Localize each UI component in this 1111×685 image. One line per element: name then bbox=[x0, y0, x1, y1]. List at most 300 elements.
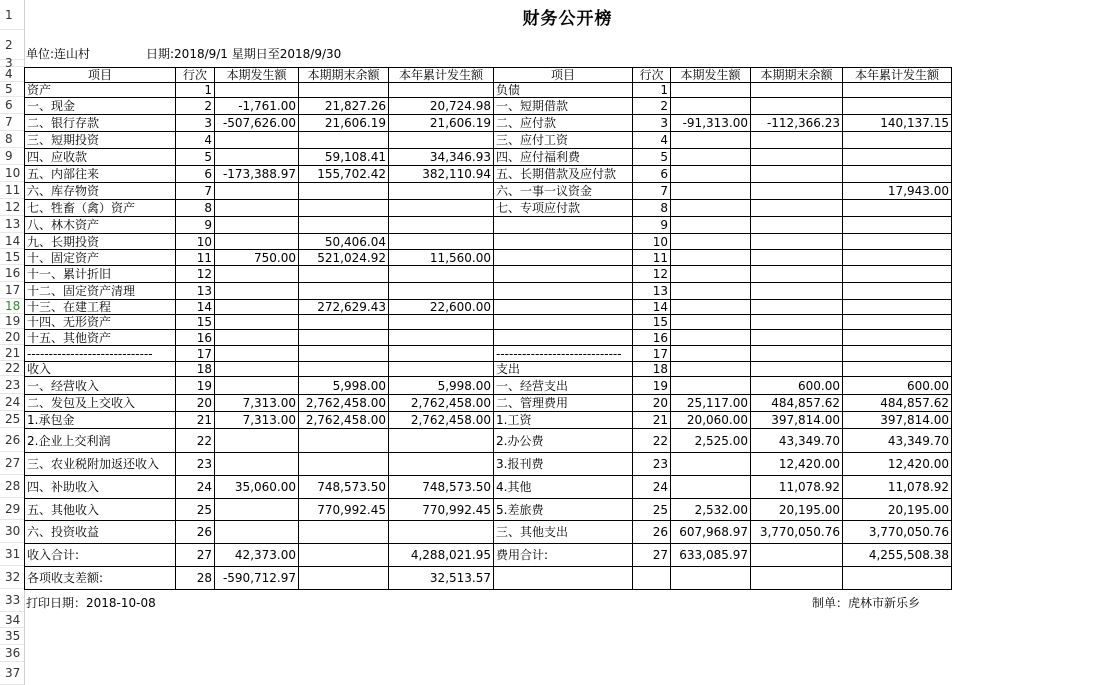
table-cell[interactable] bbox=[843, 315, 952, 330]
table-cell[interactable]: 5 bbox=[176, 149, 215, 166]
row-number[interactable]: 9 bbox=[0, 148, 24, 165]
table-cell[interactable] bbox=[751, 346, 843, 362]
table-cell[interactable]: 15 bbox=[176, 315, 215, 330]
table-cell[interactable]: 二、银行存款 bbox=[25, 115, 176, 132]
row-number[interactable]: 27 bbox=[0, 452, 24, 475]
row-number[interactable]: 22 bbox=[0, 361, 24, 376]
table-cell[interactable]: 770,992.45 bbox=[299, 499, 389, 521]
table-cell[interactable] bbox=[299, 346, 389, 362]
table-cell[interactable] bbox=[671, 234, 751, 250]
table-cell[interactable]: 24 bbox=[633, 476, 671, 499]
table-cell[interactable]: 2.办公费 bbox=[494, 429, 633, 453]
table-cell[interactable] bbox=[671, 283, 751, 300]
table-cell[interactable]: 382,110.94 bbox=[389, 166, 494, 183]
table-cell[interactable] bbox=[389, 183, 494, 200]
table-cell[interactable]: 28 bbox=[176, 567, 215, 590]
table-cell[interactable]: -173,388.97 bbox=[215, 166, 299, 183]
table-cell[interactable]: 二、发包及上交收入 bbox=[25, 395, 176, 412]
table-cell[interactable]: 140,137.15 bbox=[843, 115, 952, 132]
table-cell[interactable] bbox=[843, 166, 952, 183]
table-cell[interactable] bbox=[671, 362, 751, 377]
table-cell[interactable]: 20,060.00 bbox=[671, 412, 751, 429]
table-cell[interactable]: 十三、在建工程 bbox=[25, 300, 176, 315]
table-cell[interactable] bbox=[843, 200, 952, 217]
table-cell[interactable] bbox=[299, 132, 389, 149]
table-cell[interactable]: 12,420.00 bbox=[843, 453, 952, 476]
table-cell[interactable] bbox=[215, 377, 299, 395]
table-cell[interactable] bbox=[671, 315, 751, 330]
row-number[interactable]: 15 bbox=[0, 249, 24, 265]
table-cell[interactable]: 一、现金 bbox=[25, 98, 176, 115]
row-number[interactable]: 4 bbox=[0, 67, 24, 82]
row-number[interactable]: 10 bbox=[0, 165, 24, 182]
table-cell[interactable] bbox=[494, 330, 633, 346]
table-cell[interactable] bbox=[671, 300, 751, 315]
row-number[interactable]: 20 bbox=[0, 329, 24, 345]
table-cell[interactable]: 17 bbox=[176, 346, 215, 362]
table-cell[interactable]: 收入 bbox=[25, 362, 176, 377]
table-cell[interactable]: 五、长期借款及应付款 bbox=[494, 166, 633, 183]
table-cell[interactable] bbox=[389, 362, 494, 377]
table-cell[interactable] bbox=[751, 362, 843, 377]
table-cell[interactable]: 23 bbox=[633, 453, 671, 476]
table-cell[interactable] bbox=[751, 330, 843, 346]
table-cell[interactable]: 43,349.70 bbox=[843, 429, 952, 453]
row-number[interactable]: 14 bbox=[0, 233, 24, 249]
table-cell[interactable]: 20,724.98 bbox=[389, 98, 494, 115]
table-cell[interactable]: 34,346.93 bbox=[389, 149, 494, 166]
table-cell[interactable]: 4 bbox=[633, 132, 671, 149]
table-cell[interactable] bbox=[299, 567, 389, 590]
table-cell[interactable]: 27 bbox=[176, 544, 215, 567]
table-cell[interactable] bbox=[751, 149, 843, 166]
table-cell[interactable] bbox=[843, 567, 952, 590]
table-cell[interactable]: 748,573.50 bbox=[389, 476, 494, 499]
table-cell[interactable] bbox=[843, 300, 952, 315]
table-cell[interactable]: 1 bbox=[176, 83, 215, 98]
table-cell[interactable] bbox=[215, 429, 299, 453]
table-cell[interactable] bbox=[843, 283, 952, 300]
table-cell[interactable]: 23 bbox=[176, 453, 215, 476]
table-cell[interactable]: 9 bbox=[176, 217, 215, 234]
row-number[interactable]: 33 bbox=[0, 589, 24, 612]
table-cell[interactable]: 633,085.97 bbox=[671, 544, 751, 567]
table-cell[interactable] bbox=[389, 234, 494, 250]
row-number[interactable]: 2 bbox=[0, 30, 24, 60]
table-cell[interactable] bbox=[299, 217, 389, 234]
table-cell[interactable]: 十一、累计折旧 bbox=[25, 266, 176, 283]
table-cell[interactable]: 25,117.00 bbox=[671, 395, 751, 412]
table-cell[interactable]: 13 bbox=[633, 283, 671, 300]
table-cell[interactable] bbox=[843, 362, 952, 377]
table-cell[interactable] bbox=[751, 200, 843, 217]
row-number[interactable]: 30 bbox=[0, 520, 24, 543]
table-cell[interactable]: -507,626.00 bbox=[215, 115, 299, 132]
table-cell[interactable] bbox=[389, 283, 494, 300]
column-header[interactable]: 本期发生额 bbox=[671, 68, 751, 83]
table-cell[interactable] bbox=[389, 217, 494, 234]
table-cell[interactable]: 5 bbox=[633, 149, 671, 166]
table-cell[interactable] bbox=[751, 234, 843, 250]
table-cell[interactable] bbox=[671, 166, 751, 183]
table-cell[interactable]: 5.差旅费 bbox=[494, 499, 633, 521]
table-cell[interactable] bbox=[671, 149, 751, 166]
table-cell[interactable]: 6 bbox=[176, 166, 215, 183]
table-cell[interactable] bbox=[215, 315, 299, 330]
table-cell[interactable]: 4,255,508.38 bbox=[843, 544, 952, 567]
table-cell[interactable] bbox=[671, 217, 751, 234]
table-cell[interactable]: 17,943.00 bbox=[843, 183, 952, 200]
table-cell[interactable]: 35,060.00 bbox=[215, 476, 299, 499]
row-number[interactable]: 8 bbox=[0, 131, 24, 148]
table-cell[interactable]: 21,606.19 bbox=[299, 115, 389, 132]
table-cell[interactable] bbox=[843, 234, 952, 250]
table-cell[interactable] bbox=[299, 200, 389, 217]
table-cell[interactable]: 25 bbox=[633, 499, 671, 521]
row-number[interactable]: 26 bbox=[0, 428, 24, 452]
table-cell[interactable]: 3 bbox=[176, 115, 215, 132]
table-cell[interactable]: 3,770,050.76 bbox=[843, 521, 952, 544]
table-cell[interactable]: 7 bbox=[176, 183, 215, 200]
table-cell[interactable]: 3.报刊费 bbox=[494, 453, 633, 476]
row-number[interactable]: 12 bbox=[0, 199, 24, 216]
table-cell[interactable]: 5,998.00 bbox=[389, 377, 494, 395]
table-cell[interactable]: 六、库存物资 bbox=[25, 183, 176, 200]
table-cell[interactable] bbox=[671, 200, 751, 217]
table-cell[interactable]: 7 bbox=[633, 183, 671, 200]
table-cell[interactable]: 18 bbox=[176, 362, 215, 377]
table-cell[interactable]: 2,762,458.00 bbox=[389, 395, 494, 412]
table-cell[interactable] bbox=[494, 567, 633, 590]
table-cell[interactable]: 三、应付工资 bbox=[494, 132, 633, 149]
table-cell[interactable] bbox=[215, 521, 299, 544]
table-cell[interactable]: 15 bbox=[633, 315, 671, 330]
column-header[interactable]: 本期期末余额 bbox=[299, 68, 389, 83]
table-cell[interactable] bbox=[494, 315, 633, 330]
table-cell[interactable] bbox=[215, 217, 299, 234]
table-cell[interactable]: 5,998.00 bbox=[299, 377, 389, 395]
table-cell[interactable]: 三、短期投资 bbox=[25, 132, 176, 149]
table-cell[interactable]: 7,313.00 bbox=[215, 412, 299, 429]
row-number[interactable]: 17 bbox=[0, 282, 24, 299]
table-cell[interactable] bbox=[389, 266, 494, 283]
table-cell[interactable]: 14 bbox=[176, 300, 215, 315]
table-cell[interactable]: 14 bbox=[633, 300, 671, 315]
table-cell[interactable]: 22 bbox=[176, 429, 215, 453]
table-cell[interactable]: 十五、其他资产 bbox=[25, 330, 176, 346]
column-header[interactable]: 本年累计发生额 bbox=[843, 68, 952, 83]
table-cell[interactable]: 19 bbox=[633, 377, 671, 395]
table-cell[interactable]: 26 bbox=[633, 521, 671, 544]
table-cell[interactable] bbox=[299, 330, 389, 346]
table-cell[interactable] bbox=[299, 429, 389, 453]
table-cell[interactable] bbox=[751, 132, 843, 149]
row-number[interactable]: 32 bbox=[0, 566, 24, 589]
table-cell[interactable]: 各项收支差额: bbox=[25, 567, 176, 590]
table-cell[interactable] bbox=[215, 266, 299, 283]
column-header[interactable]: 行次 bbox=[176, 68, 215, 83]
column-header[interactable]: 项目 bbox=[494, 68, 633, 83]
table-cell[interactable]: 20 bbox=[176, 395, 215, 412]
table-cell[interactable]: 七、专项应付款 bbox=[494, 200, 633, 217]
table-cell[interactable]: 资产 bbox=[25, 83, 176, 98]
table-cell[interactable] bbox=[494, 250, 633, 266]
table-cell[interactable]: 59,108.41 bbox=[299, 149, 389, 166]
table-cell[interactable]: 2 bbox=[633, 98, 671, 115]
table-cell[interactable]: 8 bbox=[176, 200, 215, 217]
row-number[interactable]: 7 bbox=[0, 114, 24, 131]
table-cell[interactable] bbox=[494, 266, 633, 283]
table-cell[interactable] bbox=[215, 149, 299, 166]
table-cell[interactable]: 3,770,050.76 bbox=[751, 521, 843, 544]
table-cell[interactable] bbox=[633, 567, 671, 590]
table-cell[interactable] bbox=[215, 300, 299, 315]
table-cell[interactable] bbox=[751, 266, 843, 283]
column-header[interactable]: 项目 bbox=[25, 68, 176, 83]
table-cell[interactable]: 9 bbox=[633, 217, 671, 234]
table-cell[interactable]: -112,366.23 bbox=[751, 115, 843, 132]
table-cell[interactable]: 397,814.00 bbox=[751, 412, 843, 429]
table-cell[interactable] bbox=[751, 98, 843, 115]
column-header[interactable]: 本期发生额 bbox=[215, 68, 299, 83]
table-cell[interactable]: 六、投资收益 bbox=[25, 521, 176, 544]
row-number[interactable]: 19 bbox=[0, 314, 24, 329]
table-cell[interactable]: 32,513.57 bbox=[389, 567, 494, 590]
table-cell[interactable] bbox=[215, 330, 299, 346]
table-cell[interactable]: 17 bbox=[633, 346, 671, 362]
table-cell[interactable] bbox=[751, 83, 843, 98]
row-number[interactable]: 23 bbox=[0, 376, 24, 394]
table-cell[interactable]: 13 bbox=[176, 283, 215, 300]
table-cell[interactable]: 11 bbox=[633, 250, 671, 266]
table-cell[interactable] bbox=[389, 429, 494, 453]
table-cell[interactable]: 155,702.42 bbox=[299, 166, 389, 183]
table-cell[interactable]: ----------------------------- bbox=[25, 346, 176, 362]
table-cell[interactable]: 600.00 bbox=[751, 377, 843, 395]
table-cell[interactable] bbox=[494, 234, 633, 250]
table-cell[interactable] bbox=[671, 266, 751, 283]
table-cell[interactable]: 12 bbox=[176, 266, 215, 283]
table-cell[interactable]: 1.承包金 bbox=[25, 412, 176, 429]
table-cell[interactable]: 3 bbox=[633, 115, 671, 132]
table-cell[interactable]: 43,349.70 bbox=[751, 429, 843, 453]
table-cell[interactable] bbox=[215, 132, 299, 149]
table-cell[interactable]: 607,968.97 bbox=[671, 521, 751, 544]
table-cell[interactable]: 12 bbox=[633, 266, 671, 283]
table-cell[interactable] bbox=[494, 300, 633, 315]
table-cell[interactable] bbox=[215, 499, 299, 521]
table-cell[interactable]: 二、应付款 bbox=[494, 115, 633, 132]
table-cell[interactable]: 18 bbox=[633, 362, 671, 377]
table-cell[interactable] bbox=[671, 346, 751, 362]
table-cell[interactable] bbox=[671, 132, 751, 149]
table-cell[interactable] bbox=[751, 544, 843, 567]
table-cell[interactable] bbox=[751, 567, 843, 590]
table-cell[interactable]: 4 bbox=[176, 132, 215, 149]
table-cell[interactable] bbox=[299, 453, 389, 476]
table-cell[interactable]: 20 bbox=[633, 395, 671, 412]
table-cell[interactable]: 21 bbox=[633, 412, 671, 429]
table-cell[interactable]: 五、其他收入 bbox=[25, 499, 176, 521]
table-cell[interactable] bbox=[299, 183, 389, 200]
table-cell[interactable]: 20,195.00 bbox=[843, 499, 952, 521]
table-cell[interactable] bbox=[751, 183, 843, 200]
table-cell[interactable]: 2,762,458.00 bbox=[299, 412, 389, 429]
table-cell[interactable] bbox=[494, 283, 633, 300]
row-number[interactable]: 3 bbox=[0, 60, 24, 67]
table-cell[interactable]: 六、一事一议资金 bbox=[494, 183, 633, 200]
table-cell[interactable]: 一、经营支出 bbox=[494, 377, 633, 395]
table-cell[interactable]: 25 bbox=[176, 499, 215, 521]
table-cell[interactable]: 支出 bbox=[494, 362, 633, 377]
table-cell[interactable] bbox=[215, 346, 299, 362]
row-number[interactable]: 34 bbox=[0, 612, 24, 628]
table-cell[interactable]: 三、其他支出 bbox=[494, 521, 633, 544]
table-cell[interactable]: 750.00 bbox=[215, 250, 299, 266]
table-cell[interactable] bbox=[843, 250, 952, 266]
table-cell[interactable]: 一、经营收入 bbox=[25, 377, 176, 395]
table-cell[interactable] bbox=[843, 266, 952, 283]
table-cell[interactable] bbox=[671, 453, 751, 476]
table-cell[interactable]: 397,814.00 bbox=[843, 412, 952, 429]
table-cell[interactable] bbox=[843, 217, 952, 234]
table-cell[interactable] bbox=[215, 453, 299, 476]
table-cell[interactable] bbox=[843, 98, 952, 115]
table-cell[interactable]: 16 bbox=[633, 330, 671, 346]
table-cell[interactable] bbox=[843, 149, 952, 166]
table-cell[interactable] bbox=[843, 330, 952, 346]
table-cell[interactable] bbox=[843, 132, 952, 149]
table-cell[interactable]: 4,288,021.95 bbox=[389, 544, 494, 567]
table-cell[interactable] bbox=[299, 315, 389, 330]
row-number[interactable]: 16 bbox=[0, 265, 24, 282]
table-cell[interactable]: 十、固定资产 bbox=[25, 250, 176, 266]
table-cell[interactable] bbox=[299, 283, 389, 300]
row-number[interactable]: 35 bbox=[0, 628, 24, 645]
table-cell[interactable] bbox=[671, 567, 751, 590]
table-cell[interactable]: 22 bbox=[633, 429, 671, 453]
table-cell[interactable]: 十四、无形资产 bbox=[25, 315, 176, 330]
table-cell[interactable]: 10 bbox=[176, 234, 215, 250]
table-cell[interactable]: 484,857.62 bbox=[843, 395, 952, 412]
table-cell[interactable] bbox=[751, 250, 843, 266]
table-cell[interactable]: 五、内部往来 bbox=[25, 166, 176, 183]
table-cell[interactable]: 四、补助收入 bbox=[25, 476, 176, 499]
table-cell[interactable] bbox=[389, 521, 494, 544]
table-cell[interactable] bbox=[299, 266, 389, 283]
table-cell[interactable]: 6 bbox=[633, 166, 671, 183]
table-cell[interactable]: 七、牲畜（禽）资产 bbox=[25, 200, 176, 217]
table-cell[interactable] bbox=[389, 346, 494, 362]
row-number[interactable]: 36 bbox=[0, 645, 24, 662]
table-cell[interactable] bbox=[751, 315, 843, 330]
table-cell[interactable]: 21,606.19 bbox=[389, 115, 494, 132]
table-cell[interactable] bbox=[671, 83, 751, 98]
table-cell[interactable]: 484,857.62 bbox=[751, 395, 843, 412]
table-cell[interactable] bbox=[751, 166, 843, 183]
table-cell[interactable]: 24 bbox=[176, 476, 215, 499]
table-cell[interactable]: 2,762,458.00 bbox=[299, 395, 389, 412]
row-number[interactable]: 18 bbox=[0, 299, 24, 314]
table-cell[interactable]: 272,629.43 bbox=[299, 300, 389, 315]
table-cell[interactable]: 770,992.45 bbox=[389, 499, 494, 521]
table-cell[interactable] bbox=[671, 183, 751, 200]
table-cell[interactable]: 十二、固定资产清理 bbox=[25, 283, 176, 300]
table-cell[interactable]: 三、农业税附加返还收入 bbox=[25, 453, 176, 476]
table-cell[interactable]: 费用合计: bbox=[494, 544, 633, 567]
row-number[interactable]: 28 bbox=[0, 475, 24, 498]
row-number[interactable]: 24 bbox=[0, 394, 24, 411]
row-number[interactable]: 6 bbox=[0, 97, 24, 114]
table-cell[interactable]: 二、管理费用 bbox=[494, 395, 633, 412]
table-cell[interactable]: 22,600.00 bbox=[389, 300, 494, 315]
table-cell[interactable]: 521,024.92 bbox=[299, 250, 389, 266]
column-header[interactable]: 本年累计发生额 bbox=[389, 68, 494, 83]
table-cell[interactable] bbox=[843, 346, 952, 362]
table-cell[interactable]: 11,560.00 bbox=[389, 250, 494, 266]
column-header[interactable]: 行次 bbox=[633, 68, 671, 83]
table-cell[interactable] bbox=[671, 476, 751, 499]
table-cell[interactable]: -1,761.00 bbox=[215, 98, 299, 115]
table-cell[interactable]: 2 bbox=[176, 98, 215, 115]
row-number[interactable]: 37 bbox=[0, 662, 24, 685]
table-cell[interactable]: 26 bbox=[176, 521, 215, 544]
table-cell[interactable]: 12,420.00 bbox=[751, 453, 843, 476]
table-cell[interactable]: -91,313.00 bbox=[671, 115, 751, 132]
row-number[interactable]: 5 bbox=[0, 82, 24, 97]
table-cell[interactable]: -590,712.97 bbox=[215, 567, 299, 590]
column-header[interactable]: 本期期末余额 bbox=[751, 68, 843, 83]
row-number[interactable]: 21 bbox=[0, 345, 24, 361]
table-cell[interactable]: 收入合计: bbox=[25, 544, 176, 567]
table-cell[interactable]: 2,525.00 bbox=[671, 429, 751, 453]
table-cell[interactable] bbox=[215, 200, 299, 217]
table-cell[interactable]: 1 bbox=[633, 83, 671, 98]
table-cell[interactable]: 27 bbox=[633, 544, 671, 567]
table-cell[interactable]: 2.企业上交利润 bbox=[25, 429, 176, 453]
table-cell[interactable] bbox=[215, 283, 299, 300]
table-cell[interactable] bbox=[389, 330, 494, 346]
row-number[interactable]: 31 bbox=[0, 543, 24, 566]
table-cell[interactable]: 四、应收款 bbox=[25, 149, 176, 166]
table-cell[interactable]: 7,313.00 bbox=[215, 395, 299, 412]
table-cell[interactable]: 11,078.92 bbox=[843, 476, 952, 499]
table-cell[interactable] bbox=[671, 377, 751, 395]
table-cell[interactable] bbox=[389, 83, 494, 98]
row-number[interactable]: 11 bbox=[0, 182, 24, 199]
table-cell[interactable] bbox=[215, 183, 299, 200]
table-cell[interactable]: ----------------------------- bbox=[494, 346, 633, 362]
table-cell[interactable]: 负债 bbox=[494, 83, 633, 98]
table-cell[interactable]: 16 bbox=[176, 330, 215, 346]
table-cell[interactable]: 四、应付福利费 bbox=[494, 149, 633, 166]
table-cell[interactable] bbox=[299, 83, 389, 98]
table-cell[interactable]: 21 bbox=[176, 412, 215, 429]
table-cell[interactable] bbox=[215, 83, 299, 98]
table-cell[interactable]: 一、短期借款 bbox=[494, 98, 633, 115]
table-cell[interactable] bbox=[215, 234, 299, 250]
table-cell[interactable] bbox=[389, 453, 494, 476]
table-cell[interactable] bbox=[215, 362, 299, 377]
table-cell[interactable]: 50,406.04 bbox=[299, 234, 389, 250]
row-number[interactable]: 1 bbox=[0, 0, 24, 30]
table-cell[interactable] bbox=[299, 521, 389, 544]
table-cell[interactable] bbox=[671, 250, 751, 266]
table-cell[interactable] bbox=[671, 330, 751, 346]
table-cell[interactable]: 九、长期投资 bbox=[25, 234, 176, 250]
table-cell[interactable]: 21,827.26 bbox=[299, 98, 389, 115]
table-cell[interactable] bbox=[751, 217, 843, 234]
